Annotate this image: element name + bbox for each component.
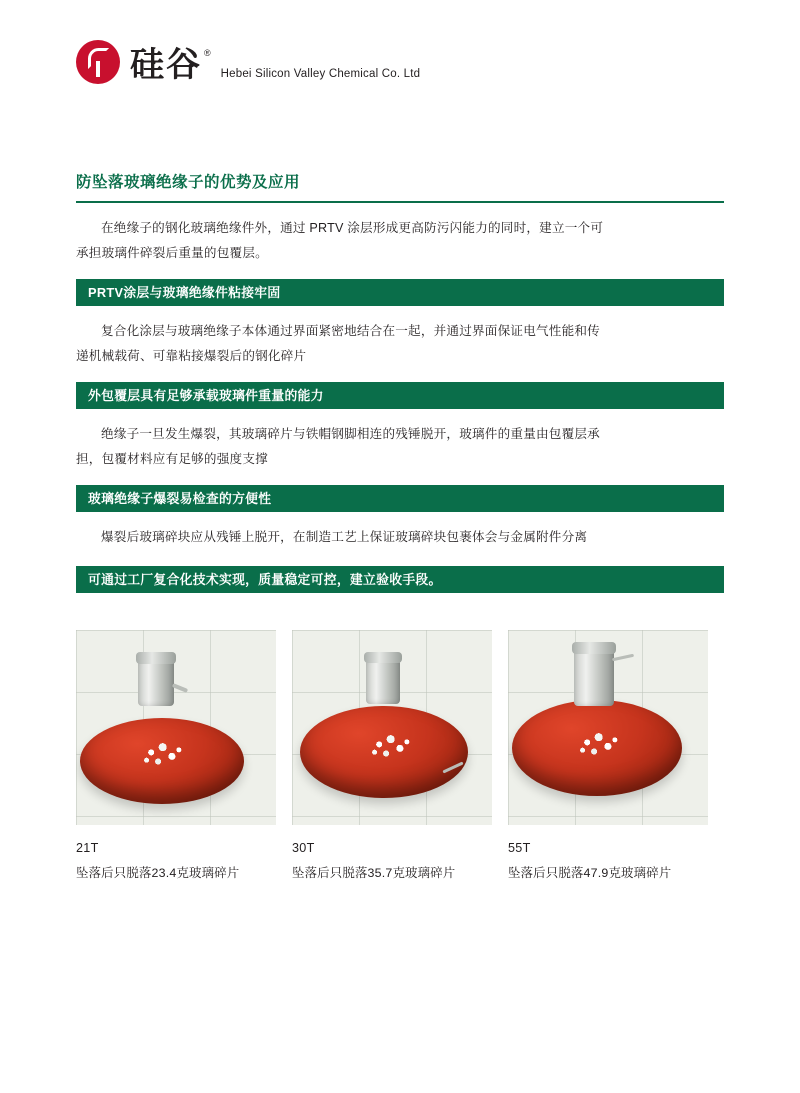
insulator-21t-photo — [76, 630, 276, 825]
feature-text-1: 复合化涂层与玻璃绝缘子本体通过界面紧密地结合在一起，并通过界面保证电气性能和传递机械载荷、可靠粘接爆裂后的钢化碎片 — [76, 324, 600, 363]
intro-paragraph: 在绝缘子的钢化玻璃绝缘件外，通过 PRTV 涂层形成更高防污闪能力的同时，建立一个可承担玻璃件碎裂后重量的包覆层。 — [76, 221, 604, 260]
page-header — [0, 0, 800, 120]
feature-band-2: 外包覆层具有足够承载玻璃件重量的能力 — [76, 382, 724, 409]
product-item — [76, 630, 292, 881]
product-name: 30T — [292, 841, 315, 855]
silicon-valley-logo-icon — [76, 40, 120, 84]
insulator-55t-photo — [508, 630, 708, 825]
insulator-cap — [574, 648, 614, 706]
registered-trademark-icon: ® — [204, 48, 211, 58]
insulator-cap-top — [136, 652, 176, 664]
feature-text-3: 爆裂后玻璃碎块应从残锤上脱开，在制造工艺上保证玻璃碎块包裹体会与金属附件分离 — [101, 530, 588, 545]
conclusion-band: 可通过工厂复合化技术实现，质量稳定可控，建立验收手段。 — [76, 566, 724, 593]
product-item — [508, 630, 724, 881]
insulator-cap-top — [572, 642, 616, 654]
product-description: 坠落后只脱落23.4克玻璃碎片 — [76, 866, 240, 880]
insulator-cap — [366, 658, 400, 704]
document-body — [76, 170, 724, 595]
brand-logo — [76, 40, 420, 84]
product-name: 55T — [508, 841, 531, 855]
insulator-cap-top — [364, 652, 402, 663]
glass-shards — [370, 734, 416, 760]
feature-band-3: 玻璃绝缘子爆裂易检查的方便性 — [76, 485, 724, 512]
feature-band-1: PRTV涂层与玻璃绝缘件粘接牢固 — [76, 279, 724, 306]
insulator-cap — [138, 658, 174, 706]
glass-shards — [578, 732, 624, 758]
product-name: 21T — [76, 841, 99, 855]
glass-shards — [142, 742, 188, 768]
product-item — [292, 630, 508, 881]
feature-text-2: 绝缘子一旦发生爆裂，其玻璃碎片与铁帽钢脚相连的残锤脱开，玻璃件的重量由包覆层承担，包覆材料应有足够的强度支撑 — [76, 427, 600, 466]
product-description: 坠落后只脱落47.9克玻璃碎片 — [508, 866, 672, 880]
company-english-name: Hebei Silicon Valley Chemical Co. Ltd — [220, 68, 421, 80]
product-gallery — [76, 630, 724, 881]
logo-chinese-name: 硅谷 — [130, 45, 202, 85]
section-title: 防坠落玻璃绝缘子的优势及应用 — [76, 170, 724, 203]
insulator-30t-photo — [292, 630, 492, 825]
product-description: 坠落后只脱落35.7克玻璃碎片 — [292, 866, 456, 880]
